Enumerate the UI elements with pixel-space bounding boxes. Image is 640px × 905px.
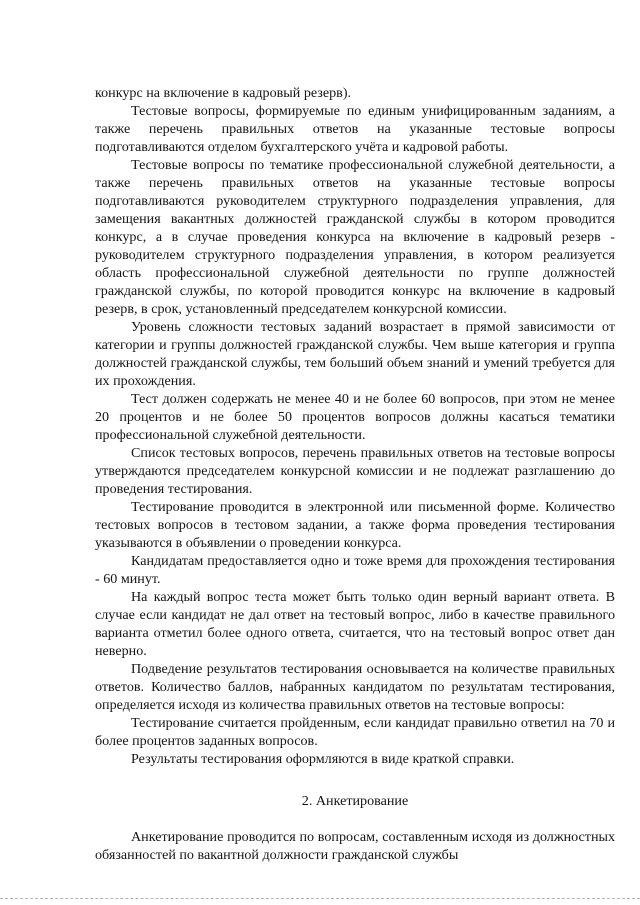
paragraph-one-correct-answer: На каждый вопрос теста может быть только один верный вариант ответа. В случае если кандидат не дал ответ на тестовый вопрос, либо в качестве правильного варианта отметил более одного ответа, считается, что на тестовый вопрос ответ дан неверно. [95,589,615,659]
spacer [95,810,615,828]
paragraph-results-summary: Подведение результатов тестирования основывается на количестве правильных ответов. Количество баллов, набранных кандидатом по результатам тестирования, определяется исходя из количества правильных ответов на тестовые вопросы: [95,661,615,713]
paragraph-question-count: Тест должен содержать не менее 40 и не более 60 вопросов, при этом не менее 20 процентов и не более 50 процентов вопросов должны касаться тематики профессиональной служебной деятельности. [95,391,615,443]
paragraph-questionnaire: Анкетирование проводится по вопросам, составленным исходя из должностных обязанностей по вакантной должности гражданской службы [95,829,615,863]
paragraph-difficulty-level: Уровень сложности тестовых заданий возрастает в прямой зависимости от категории и группы должностей гражданской службы. Чем выше категория и группа должностей гражданской службы, тем больший объем знаний и умений требуется для их прохождения. [95,319,615,389]
paragraph-pass-threshold: Тестирование считается пройденным, если кандидат правильно ответил на 70 и более процентов заданных вопросов. [95,715,615,749]
spacer [95,768,615,786]
paragraph-results-report: Результаты тестирования оформляются в виде краткой справки. [131,751,515,767]
document-page [95,84,615,864]
paragraph-test-questions-unified: Тестовые вопросы, формируемые по единым унифицированным заданиям, а также перечень правильных ответов на указанные тестовые вопросы подготавливаются отделом бухгалтерского учёта и кадровой работы. [95,103,615,155]
paragraph-continuation: конкурс на включение в кадровый резерв). [95,85,352,101]
paragraph-testing-form: Тестирование проводится в электронной или письменной форме. Количество тестовых вопросов в тестовом задании, а также форма проведения тестирования указываются в объявлении о проведении конкурса. [95,499,615,551]
page-bottom-edge [0,898,640,901]
section-heading: 2. Анкетирование [301,793,409,809]
paragraph-test-questions-professional: Тестовые вопросы по тематике профессиональной служебной деятельности, а также перечень правильных ответов на указанные тестовые вопросы подготавливаются руководителем структурного подразделения управления, для замещения вакантных должностей гражданской службы в котором проводится конкурс, а в случае проведения конкурса на включение в кадровый резерв - руководителем структурного подразделения управления, в котором реализуется область профессиональной служебной деятельности по группе должностей гражданской службы, по которой проводится конкурс на включение в кадровый резерв, в срок, установленный председателем конкурсной комиссии. [95,157,615,317]
paragraph-testing-time: Кандидатам предоставляется одно и тоже время для прохождения тестирования - 60 минут. [95,553,615,587]
paragraph-question-approval: Список тестовых вопросов, перечень правильных ответов на тестовые вопросы утверждаются председателем конкурсной комиссии и не подлежат разглашению до проведения тестирования. [95,445,615,497]
